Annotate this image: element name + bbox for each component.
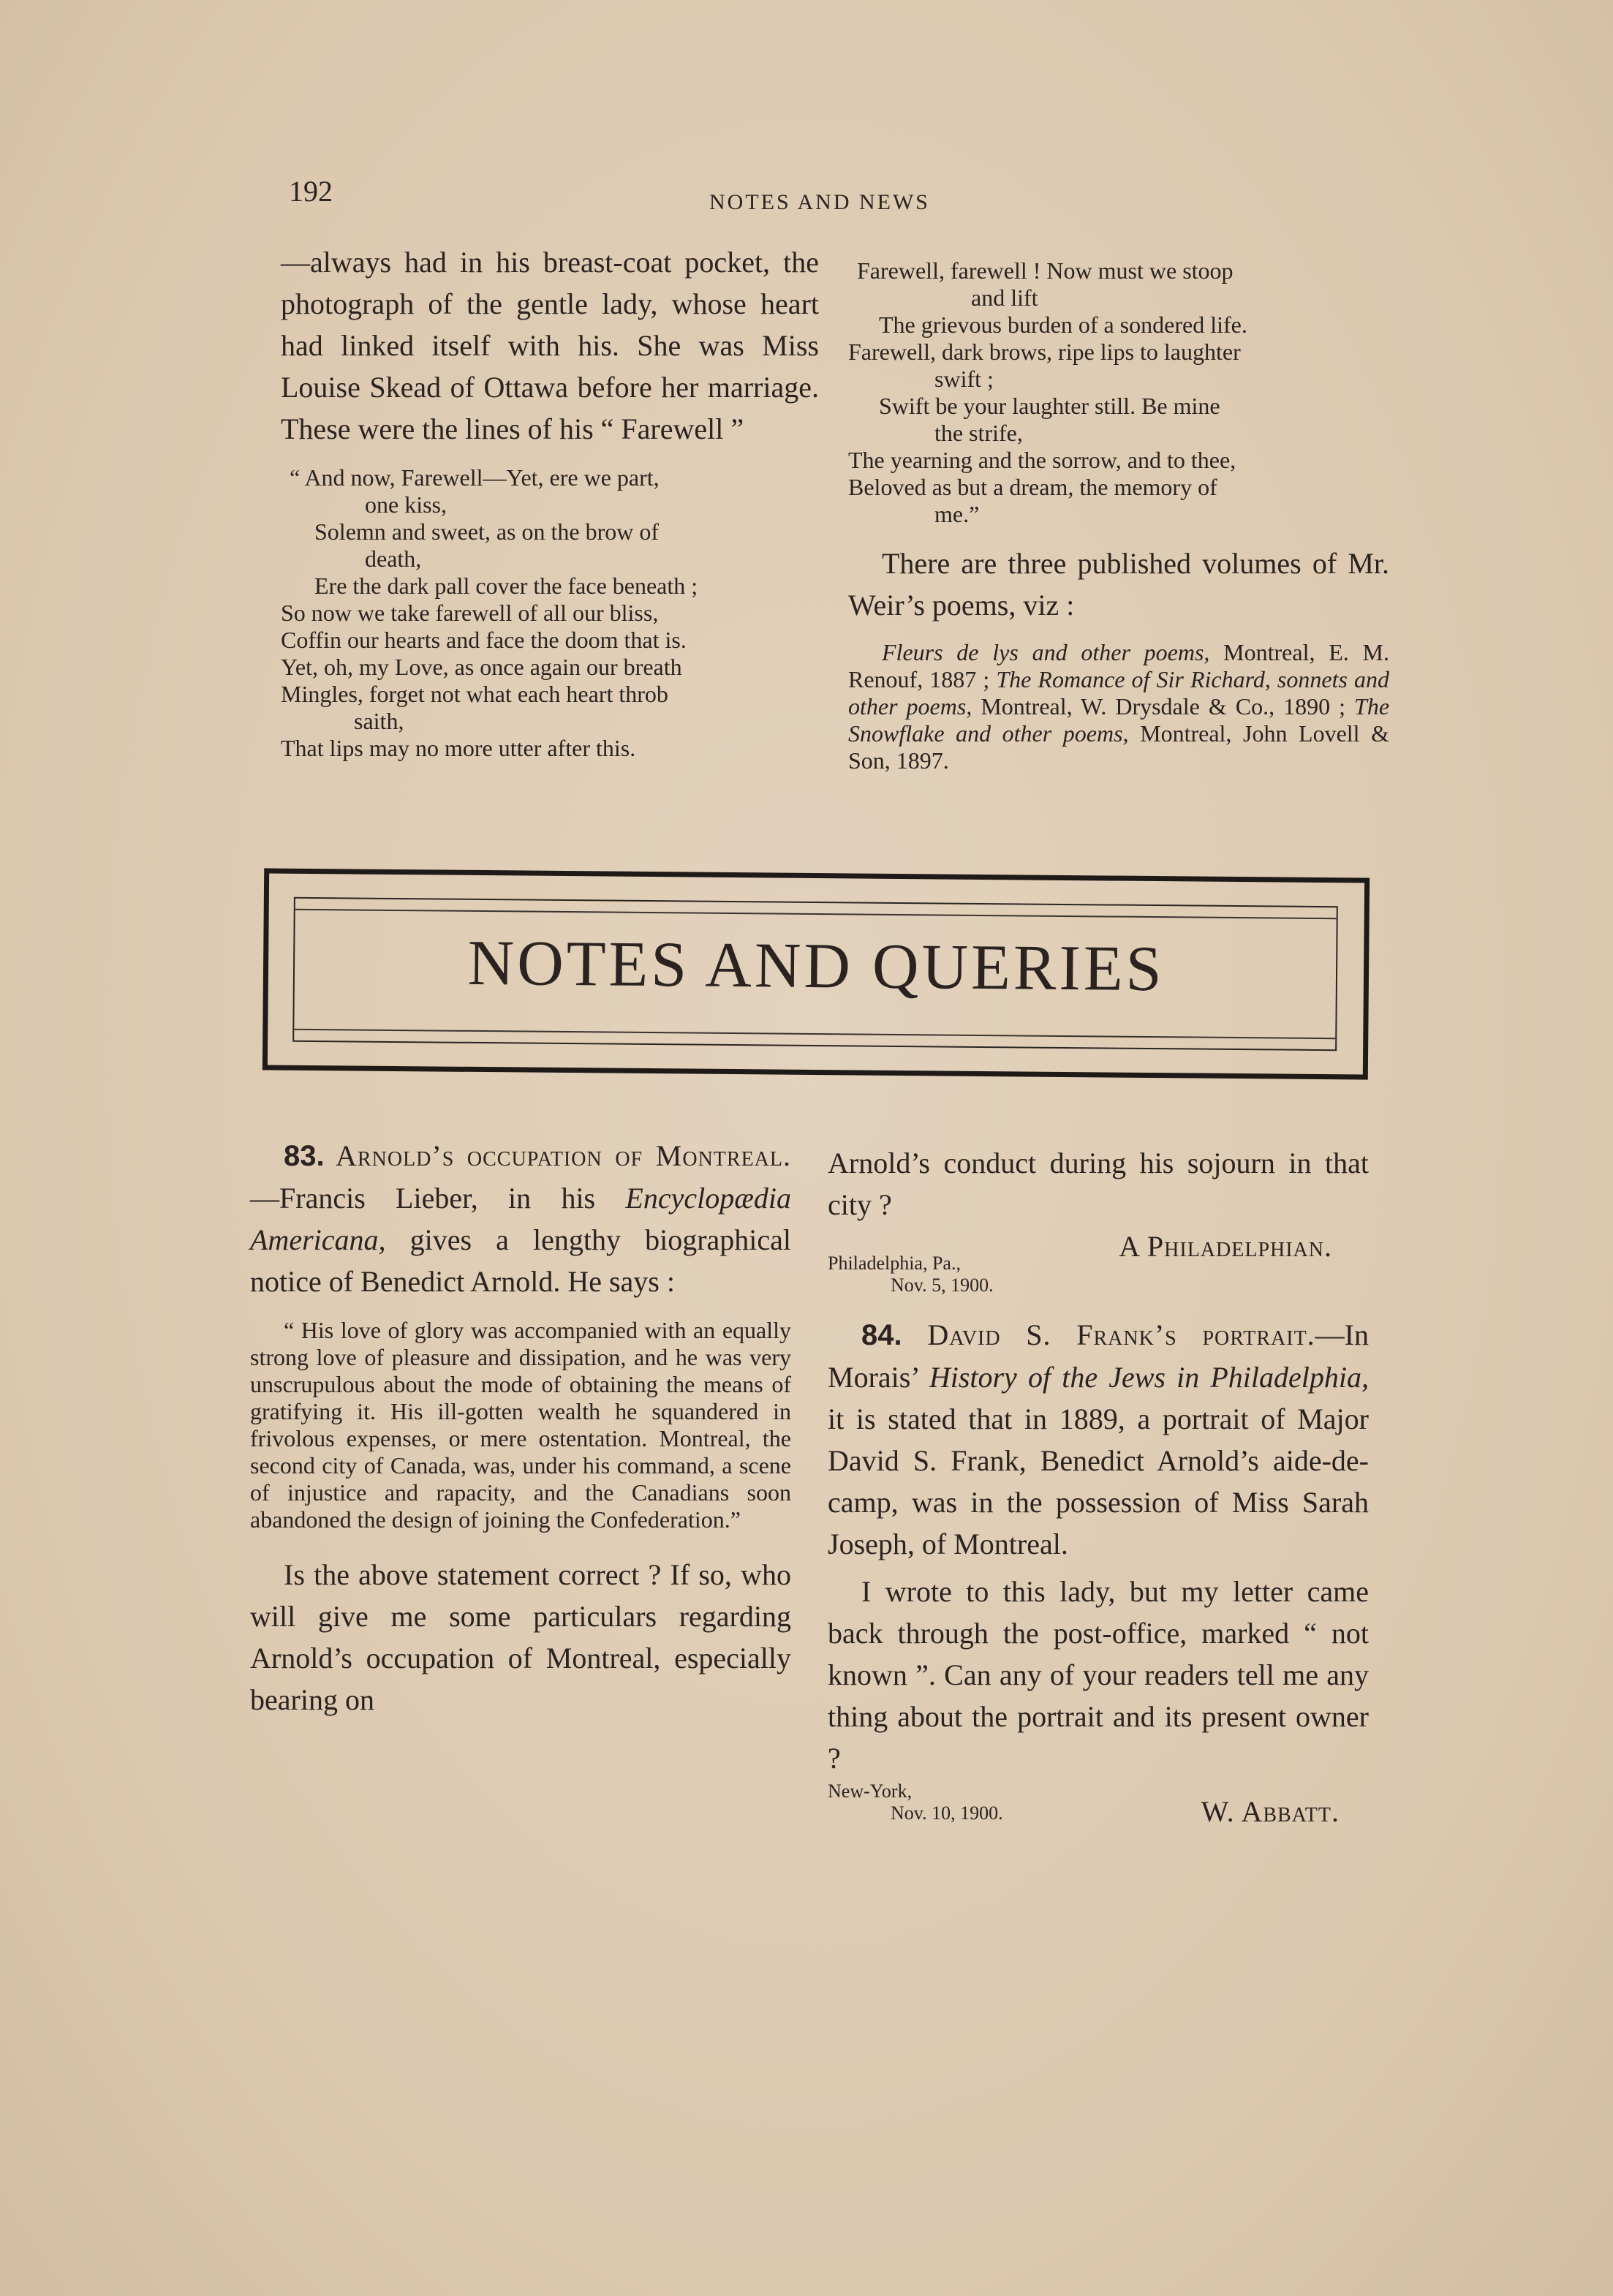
query-text-b: it is stated that in 1889, a portrait of Major David S. Frank, Benedict Arnold’s aide-de-camp, was in the possession of Miss Sarah Joseph, of Montreal. (828, 1402, 1369, 1560)
query-84-intro (828, 1314, 1369, 1565)
lieber-quote: “ His love of glory was accompanied with an equally strong love of pleasure and dissipation, and he was very unscrupulous about the mode of obtaining the means of gratifying it. His ill-gotten wealth he squandered in frivolous expenses, or mere ostentation. Montreal, the second city of Canada, was, under his command, a scene of injustice and rapacity, and the Canadians soon abandoned the design of joining the Confederation.” (250, 1317, 791, 1533)
volume-title: The Snowflake and other poems, (848, 693, 1390, 747)
query-84-signoff (828, 1780, 1369, 1832)
verse-line: The grievous burden of a sondered life. (879, 311, 1247, 338)
query-text-a: —In Morais’ (828, 1318, 1369, 1394)
volume-publisher: Montreal, W. Drysdale & Co., 1890 ; (972, 693, 1355, 720)
verse-line: Swift be your laughter still. Be mine (879, 393, 1220, 419)
section-title: NOTES AND QUERIES (467, 927, 1165, 1005)
query-84-place: New-York, (828, 1780, 913, 1802)
verse-line: Farewell, dark brows, ripe lips to laughter (848, 339, 1241, 365)
volume-publisher: Montreal, E. M. Renouf, 1887 ; (848, 639, 1390, 692)
query-84-date: Nov. 10, 1900. (891, 1802, 1003, 1824)
query-83-signature: A Philadelphian. (1119, 1230, 1332, 1263)
verse-line: Yet, oh, my Love, as once again our breath (281, 654, 682, 680)
right-column-bottom (828, 1142, 1369, 1832)
query-83-question: Is the above statement correct ? If so, who will give me some particulars regarding Arnold’s occupation of Montreal, especially bearing on (250, 1558, 791, 1716)
query-source-title: Encyclopædia Americana, (250, 1182, 791, 1256)
verse-line: Mingles, forget not what each heart throb (281, 681, 668, 707)
query-number: 84. (861, 1319, 902, 1351)
query-intro-a: —Francis Lieber, in his (250, 1182, 626, 1215)
query-83 (250, 1135, 791, 1721)
volume-publisher: Montreal, John Lovell & Son, 1897. (848, 720, 1390, 774)
query-83-intro (250, 1135, 791, 1302)
verse-line: one kiss, (365, 491, 447, 518)
verse-line: So now we take farewell of all our bliss, (281, 600, 659, 626)
verse-line: death, (365, 545, 422, 572)
verse-line: The yearning and the sorrow, and to thee, (848, 447, 1236, 473)
query-83-question-cont: Arnold’s conduct during his sojourn in that city ? (828, 1147, 1369, 1221)
volume-title: Fleurs de lys and other poems, (882, 639, 1210, 665)
verse-line: “ And now, Farewell—Yet, ere we part, (290, 464, 660, 491)
right-column-top (848, 257, 1389, 774)
farewell-poem-part-1 (281, 464, 819, 762)
page-number: 192 (289, 175, 333, 208)
query-83-place: Philadelphia, Pa., (828, 1253, 961, 1274)
query-number: 83. (284, 1140, 325, 1172)
verse-line: That lips may no more utter after this. (281, 735, 636, 761)
query-heading: Arnold’s occupation of Montreal. (324, 1139, 791, 1172)
verse-line: Beloved as but a dream, the memory of (848, 474, 1217, 500)
verse-line: the strife, (934, 420, 1023, 446)
farewell-poem-part-2 (848, 257, 1389, 528)
query-83-date: Nov. 5, 1900. (891, 1274, 994, 1296)
verse-line: saith, (354, 708, 404, 734)
query-84-signature: W. Abbatt. (1201, 1795, 1340, 1828)
left-column-top (281, 241, 819, 762)
section-banner (262, 868, 1370, 1079)
verse-line: me.” (934, 501, 980, 527)
volumes-intro: There are three published volumes of Mr. Weir’s poems, viz : (848, 547, 1389, 622)
verse-line: Coffin our hearts and face the doom that is. (281, 627, 687, 653)
page-header (289, 174, 1349, 218)
verse-line: Ere the dark pall cover the face beneath ; (314, 573, 698, 599)
query-source-title: History of the Jews in Philadelphia, (929, 1361, 1369, 1394)
volume-title: The Romance of Sir Richard, sonnets and other poems, (848, 666, 1389, 720)
running-head: NOTES AND NEWS (709, 190, 930, 214)
volumes-list (848, 639, 1389, 774)
verse-line: and lift (971, 284, 1038, 311)
verse-line: Farewell, farewell ! Now must we stoop (857, 257, 1234, 284)
weir-intro-paragraph: —always had in his breast-coat pocket, the photograph of the gentle lady, whose heart had linked itself with his. She was Miss Louise Skead of Ottawa before her marriage. These were the lines of his “ Farewell ” (281, 246, 819, 445)
query-intro-b: gives a lengthy biographical notice of Benedict Arnold. He says : (250, 1223, 791, 1298)
query-84-letter: I wrote to this lady, but my letter came back through the post-office, marked “ not known ”. Can any of your readers tell me any thing about the portrait and its present owner ? (828, 1575, 1369, 1775)
verse-line: Solemn and sweet, as on the brow of (314, 518, 660, 545)
query-heading: David S. Frank’s portrait. (902, 1318, 1315, 1351)
verse-line: swift ; (934, 366, 994, 392)
